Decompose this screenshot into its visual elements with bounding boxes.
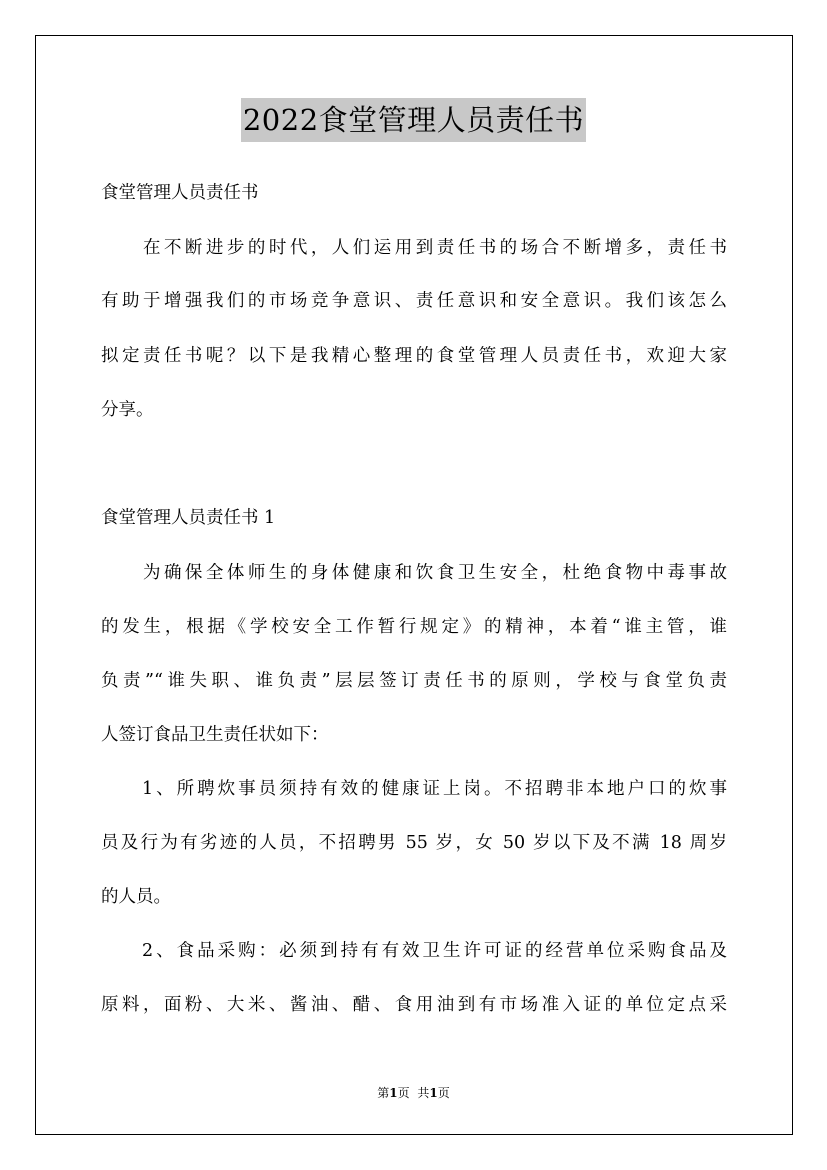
paragraph-line: 的发生，根据《学校安全工作暂行规定》的精神，本着“谁主管，谁 (101, 617, 727, 637)
paragraph-line: 拟定责任书呢？以下是我精心整理的食堂管理人员责任书，欢迎大家 (101, 346, 727, 366)
total-unit: 页 (437, 1086, 450, 1100)
page-footer (0, 1084, 827, 1101)
section-heading: 食堂管理人员责任书 1 (101, 508, 276, 528)
paragraph-line: 1、所聘炊事员须持有效的健康证上岗。不招聘非本地户口的炊事 (101, 779, 727, 799)
paragraph-line: 人签订食品卫生责任状如下： (101, 725, 329, 745)
total-label: 共 (417, 1086, 430, 1100)
document-title: 2022食堂管理人员责任书 (241, 98, 586, 142)
page-label: 第 (377, 1086, 390, 1100)
paragraph-line: 2、食品采购：必须到持有有效卫生许可证的经营单位采购食品及 (101, 941, 727, 961)
total-pages: 1 (429, 1086, 438, 1100)
paragraph-line: 负责”“谁失职、谁负责”层层签订责任书的原则，学校与食堂负责 (101, 671, 727, 691)
paragraph-line: 在不断进步的时代，人们运用到责任书的场合不断增多，责任书 (101, 238, 727, 258)
paragraph-line: 员及行为有劣迹的人员，不招聘男 55 岁，女 50 岁以下及不满 18 周岁 (101, 833, 727, 853)
paragraph-line: 的人员。 (101, 887, 171, 907)
page-number: 1 (389, 1086, 398, 1100)
paragraph-line: 分享。 (101, 400, 154, 420)
section-heading: 食堂管理人员责任书 (101, 183, 259, 203)
paragraph-line: 为确保全体师生的身体健康和饮食卫生安全，杜绝食物中毒事故 (101, 563, 727, 583)
page-unit: 页 (397, 1086, 410, 1100)
paragraph-line: 有助于增强我们的市场竞争意识、责任意识和安全意识。我们该怎么 (101, 291, 727, 311)
title-wrap (0, 98, 827, 142)
paragraph-line: 原料，面粉、大米、酱油、醋、食用油到有市场准入证的单位定点采 (101, 995, 727, 1015)
